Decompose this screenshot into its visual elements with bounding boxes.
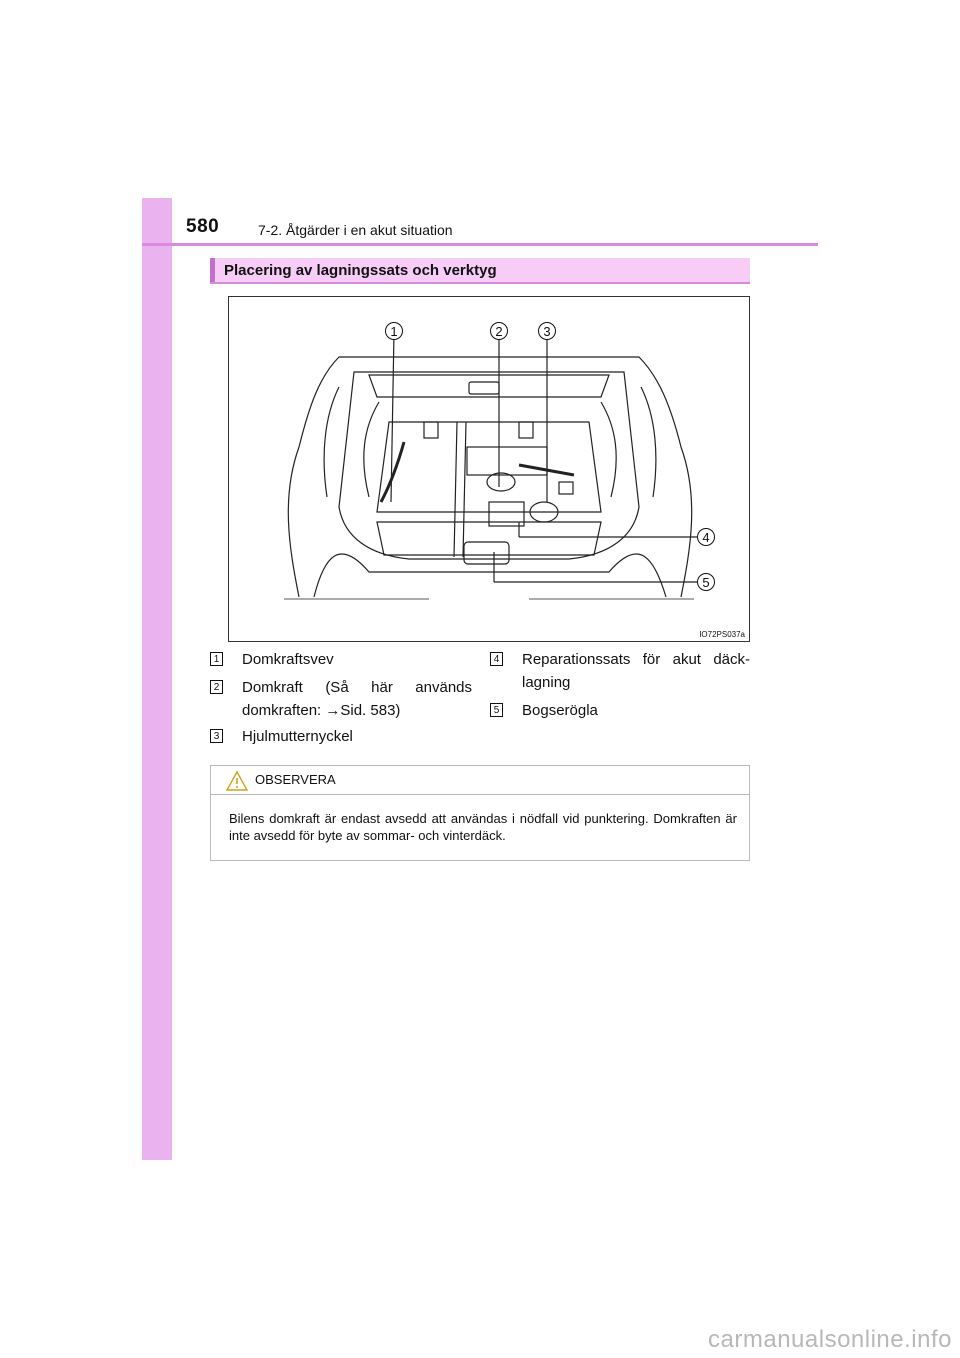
legend-text: Bogserögla bbox=[522, 702, 598, 719]
legend-text: Domkraft (Så här används domkraften: →Sid. 583) bbox=[242, 679, 472, 719]
caution-notice bbox=[210, 765, 750, 861]
side-tab-strip bbox=[142, 198, 172, 1160]
legend-number: 3 bbox=[210, 729, 223, 743]
notice-divider bbox=[211, 794, 749, 795]
callout-4: 4 bbox=[697, 528, 715, 546]
callout-5: 5 bbox=[697, 573, 715, 591]
header-divider bbox=[142, 243, 818, 246]
trunk-drawing bbox=[229, 297, 751, 643]
section-accent bbox=[210, 258, 215, 282]
legend-number: 4 bbox=[490, 652, 503, 666]
notice-label: OBSERVERA bbox=[255, 772, 336, 787]
callout-3: 3 bbox=[538, 322, 556, 340]
figure-code: IO72PS037a bbox=[699, 630, 745, 639]
section-title: Placering av lagningssats och verktyg bbox=[224, 262, 497, 279]
watermark: carmanualsonline.info bbox=[708, 1326, 952, 1353]
legend-number: 1 bbox=[210, 652, 223, 666]
trunk-illustration bbox=[228, 296, 750, 642]
legend-text: Hjulmutternyckel bbox=[242, 728, 353, 745]
legend-text: Domkraftsvev bbox=[242, 651, 334, 668]
legend-number: 2 bbox=[210, 680, 223, 694]
chapter-title: 7-2. Åtgärder i en akut situation bbox=[258, 222, 453, 238]
legend-number: 5 bbox=[490, 703, 503, 717]
warning-triangle-icon bbox=[225, 770, 249, 792]
legend-text: Reparationssats för akut däcklagning bbox=[522, 651, 750, 691]
callout-1: 1 bbox=[385, 322, 403, 340]
section-heading-bar bbox=[210, 258, 750, 284]
page-number: 580 bbox=[186, 216, 220, 237]
notice-body: Bilens domkraft är endast avsedd att användas i nödfall vid punktering. Domkraften är inte avsedd för byte av sommar- och vinterdäck. bbox=[229, 811, 737, 843]
callout-2: 2 bbox=[490, 322, 508, 340]
